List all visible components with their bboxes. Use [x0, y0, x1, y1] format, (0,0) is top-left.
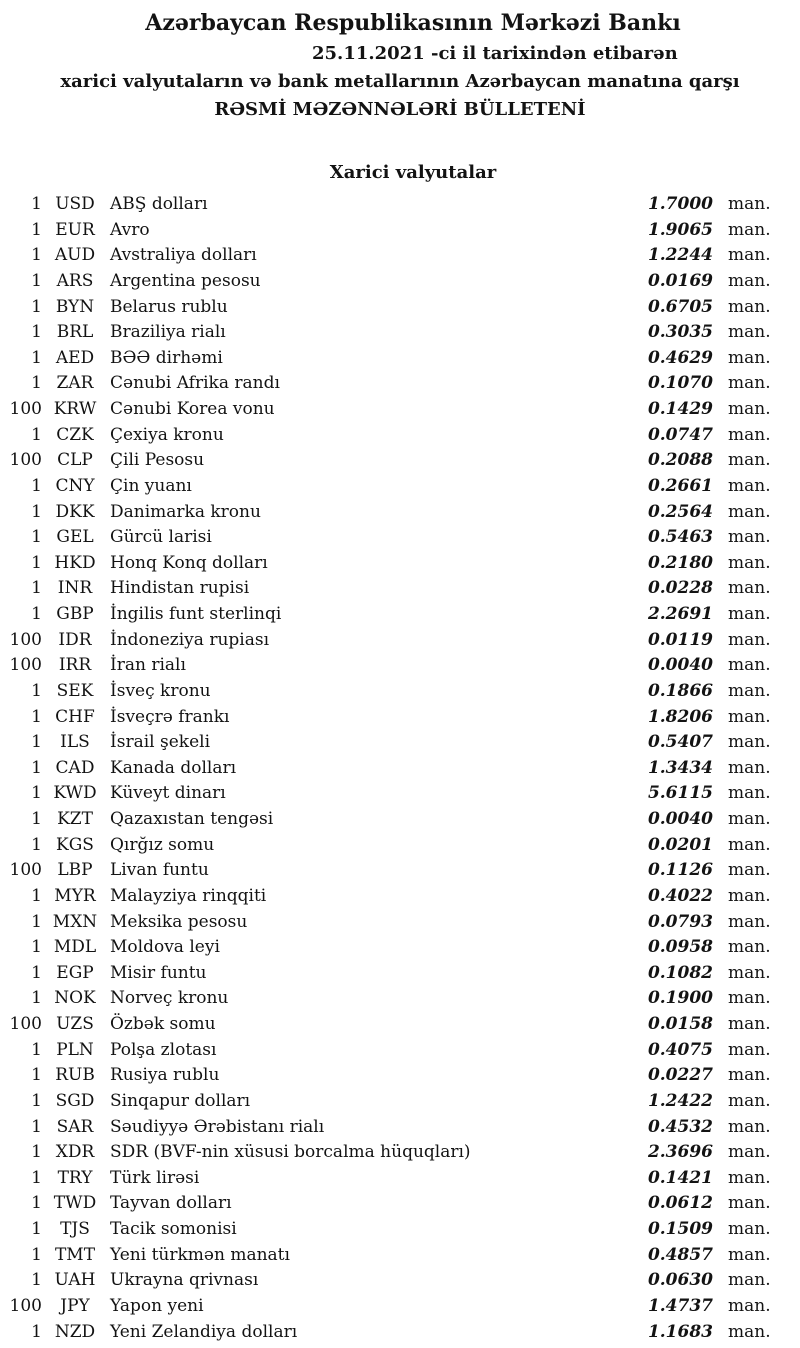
currency-quantity: 1 — [31, 1270, 42, 1291]
currency-row-aud — [0, 243, 800, 269]
currency-quantity: 100 — [9, 860, 42, 881]
currency-code: EUR — [55, 219, 95, 240]
currency-quantity: 1 — [31, 937, 42, 958]
currency-code: AED — [55, 347, 95, 368]
currency-name: Cənubi Afrika randı — [110, 373, 280, 394]
currency-code: BYN — [55, 296, 95, 317]
currency-unit-label: man. — [728, 475, 771, 496]
currency-rate: 0.4022 — [647, 885, 713, 906]
currency-unit-label: man. — [728, 604, 771, 624]
currency-code: LBP — [57, 860, 93, 881]
currency-quantity: 1 — [31, 1219, 42, 1239]
currency-rate: 1.9065 — [647, 219, 713, 240]
currency-row-gel — [0, 525, 800, 551]
currency-row-kzt — [0, 807, 800, 833]
currency-name: Ukrayna qrivnası — [110, 1270, 259, 1291]
currency-row-sek — [0, 679, 800, 705]
currency-code: USD — [55, 194, 95, 214]
effective-date-line: 25.11.2021 -ci il tarixindən etibarən — [312, 43, 678, 64]
currency-quantity: 1 — [31, 809, 42, 829]
currency-row-pln — [0, 1038, 800, 1064]
currency-name: Malayziya rinqqiti — [110, 885, 267, 906]
currency-quantity: 1 — [31, 680, 42, 701]
currency-quantity: 1 — [31, 424, 42, 445]
currency-name: Moldova leyi — [110, 937, 220, 958]
currency-rate: 0.0612 — [647, 1193, 713, 1214]
currency-unit-label: man. — [728, 834, 771, 855]
currency-unit-label: man. — [728, 885, 771, 906]
currency-rate: 0.5407 — [647, 732, 713, 753]
currency-code: CLP — [57, 450, 93, 471]
currency-name: Yeni Zelandiya dolları — [110, 1321, 298, 1342]
currency-name: Avro — [110, 219, 150, 240]
currency-unit-label: man. — [728, 194, 771, 214]
currency-name: Braziliya rialı — [110, 322, 226, 343]
currency-name: Danimarka kronu — [110, 501, 261, 522]
currency-rate: 0.4532 — [647, 1116, 713, 1137]
currency-unit-label: man. — [728, 450, 771, 471]
currency-unit-label: man. — [728, 1167, 771, 1188]
currency-name: Tacik somonisi — [110, 1219, 237, 1239]
currency-unit-label: man. — [728, 1270, 771, 1291]
currency-code: MXN — [52, 911, 98, 932]
currency-rate: 0.1126 — [647, 860, 713, 881]
currency-row-inr — [0, 576, 800, 602]
currency-row-sar — [0, 1115, 800, 1141]
currency-quantity: 100 — [9, 1014, 42, 1034]
currency-name: Özbək somu — [110, 1014, 216, 1034]
currency-quantity: 1 — [31, 1321, 42, 1342]
currency-name: Yeni türkmən manatı — [110, 1244, 290, 1265]
currency-unit-label: man. — [728, 424, 771, 445]
currency-code: TWD — [53, 1193, 97, 1214]
currency-quantity: 100 — [9, 399, 42, 419]
currency-rate: 0.1070 — [647, 373, 713, 394]
currency-rate: 0.0630 — [647, 1270, 713, 1291]
currency-name: Yapon yeni — [110, 1295, 204, 1316]
currency-name: Rusiya rublu — [110, 1065, 220, 1086]
currency-quantity: 1 — [31, 475, 42, 496]
currency-quantity: 1 — [31, 270, 42, 291]
currency-rate: 0.1866 — [647, 680, 713, 701]
currency-code: IRR — [58, 655, 92, 676]
currency-quantity: 1 — [31, 1090, 42, 1111]
currency-rate: 0.1900 — [647, 988, 713, 1009]
subject-line: xarici valyutaların və bank metallarının Azərbaycan manatına qarşı — [60, 71, 740, 92]
currency-unit-label: man. — [728, 860, 771, 881]
currency-quantity: 1 — [31, 1167, 42, 1188]
currency-rate: 0.0201 — [647, 834, 713, 855]
currency-code: IDR — [58, 629, 92, 650]
currency-code: SAR — [56, 1116, 94, 1137]
currency-code: MDL — [53, 937, 97, 958]
currency-name: Misir funtu — [110, 962, 207, 983]
currency-code: DKK — [55, 501, 95, 522]
currency-unit-label: man. — [728, 1014, 771, 1034]
currency-quantity: 100 — [9, 655, 42, 676]
currency-unit-label: man. — [728, 245, 771, 266]
currency-row-sgd — [0, 1089, 800, 1115]
currency-unit-label: man. — [728, 1219, 771, 1239]
currency-name: Çin yuanı — [110, 475, 192, 496]
currency-unit-label: man. — [728, 911, 771, 932]
currency-code: CHF — [55, 706, 95, 727]
currency-code: TRY — [57, 1167, 93, 1188]
currency-quantity: 1 — [31, 245, 42, 266]
currency-unit-label: man. — [728, 680, 771, 701]
currency-row-tjs — [0, 1217, 800, 1243]
document-header — [0, 0, 800, 124]
currency-name: Tayvan dolları — [110, 1193, 232, 1214]
currency-unit-label: man. — [728, 1295, 771, 1316]
currency-code: HKD — [54, 552, 96, 573]
currency-quantity: 1 — [31, 578, 42, 599]
currency-code: INR — [57, 578, 93, 599]
currency-rate: 0.0158 — [647, 1014, 713, 1034]
currency-code: ARS — [56, 270, 94, 291]
currency-rate: 1.2244 — [647, 245, 713, 266]
currency-row-nok — [0, 986, 800, 1012]
currency-row-zar — [0, 371, 800, 397]
currency-rates-table — [0, 192, 800, 1345]
currency-rate: 0.1421 — [647, 1167, 713, 1188]
currency-code: RUB — [55, 1065, 95, 1086]
currency-code: GEL — [56, 527, 94, 548]
currency-unit-label: man. — [728, 629, 771, 650]
currency-unit-label: man. — [728, 962, 771, 983]
currency-row-cny — [0, 474, 800, 500]
currency-row-ils — [0, 730, 800, 756]
currency-code: KGS — [56, 834, 94, 855]
currency-row-idr — [0, 628, 800, 654]
currency-rate: 0.0958 — [647, 937, 713, 958]
currency-name: SDR (BVF-nin xüsusi borcalma hüquqları) — [110, 1142, 471, 1163]
currency-name: İsrail şekeli — [110, 732, 210, 753]
currency-code: TJS — [60, 1219, 90, 1239]
currency-rate: 0.4629 — [647, 347, 713, 368]
currency-name: Türk lirəsi — [110, 1167, 200, 1188]
currency-quantity: 1 — [31, 962, 42, 983]
currency-row-cad — [0, 756, 800, 782]
currency-quantity: 1 — [31, 552, 42, 573]
currency-rate: 1.8206 — [647, 706, 713, 727]
currency-rate: 5.6115 — [647, 783, 713, 804]
currency-name: Çexiya kronu — [110, 424, 224, 445]
currency-row-krw — [0, 397, 800, 423]
currency-rate: 0.1082 — [647, 962, 713, 983]
currency-quantity: 1 — [31, 885, 42, 906]
currency-quantity: 1 — [31, 1244, 42, 1265]
currency-name: Avstraliya dolları — [110, 245, 257, 266]
currency-unit-label: man. — [728, 1142, 771, 1163]
currency-code: AUD — [54, 245, 96, 266]
currency-rate: 0.0227 — [647, 1065, 713, 1086]
currency-row-myr — [0, 884, 800, 910]
currency-rate: 2.2691 — [647, 604, 713, 624]
currency-row-jpy — [0, 1294, 800, 1320]
currency-row-czk — [0, 423, 800, 449]
currency-row-kwd — [0, 781, 800, 807]
currency-code: EGP — [56, 962, 94, 983]
currency-rate: 0.2180 — [647, 552, 713, 573]
currency-code: ILS — [60, 732, 90, 753]
currency-code: KZT — [57, 809, 93, 829]
currency-name: Kanada dolları — [110, 757, 237, 778]
currency-row-tmt — [0, 1243, 800, 1269]
currency-quantity: 1 — [31, 219, 42, 240]
currency-name: Belarus rublu — [110, 296, 228, 317]
currency-row-dkk — [0, 500, 800, 526]
currency-unit-label: man. — [728, 399, 771, 419]
currency-unit-label: man. — [728, 1193, 771, 1214]
currency-unit-label: man. — [728, 937, 771, 958]
currency-name: İngilis funt sterlinqi — [110, 604, 282, 624]
currency-quantity: 1 — [31, 988, 42, 1009]
currency-row-brl — [0, 320, 800, 346]
currency-row-uzs — [0, 1012, 800, 1038]
currency-code: GBP — [56, 604, 94, 624]
currency-code: MYR — [54, 885, 96, 906]
currency-row-chf — [0, 705, 800, 731]
currency-unit-label: man. — [728, 1116, 771, 1137]
currency-unit-label: man. — [728, 322, 771, 343]
currency-name: İndoneziya rupiası — [110, 629, 270, 650]
currency-rate: 0.2661 — [647, 475, 713, 496]
currency-row-byn — [0, 295, 800, 321]
currency-unit-label: man. — [728, 988, 771, 1009]
currency-rate: 0.0119 — [647, 629, 713, 650]
currency-quantity: 1 — [31, 757, 42, 778]
currency-rate: 0.1429 — [647, 399, 713, 419]
currency-name: Meksika pesosu — [110, 911, 248, 932]
currency-row-usd — [0, 192, 800, 218]
currency-name: Polşa zlotası — [110, 1039, 217, 1060]
currency-row-rub — [0, 1063, 800, 1089]
currency-row-egp — [0, 961, 800, 987]
currency-row-ars — [0, 269, 800, 295]
currency-row-hkd — [0, 551, 800, 577]
currency-quantity: 1 — [31, 296, 42, 317]
currency-rate: 1.2422 — [647, 1090, 713, 1111]
currency-row-uah — [0, 1268, 800, 1294]
currency-rate: 0.0169 — [647, 270, 713, 291]
currency-rate: 0.0793 — [647, 911, 713, 932]
currency-row-irr — [0, 653, 800, 679]
section-title-foreign-currencies: Xarici valyutalar — [329, 162, 497, 183]
currency-name: BƏƏ dirhəmi — [110, 347, 223, 368]
currency-row-gbp — [0, 602, 800, 628]
currency-code: NOK — [54, 988, 96, 1009]
currency-quantity: 1 — [31, 1193, 42, 1214]
currency-name: Gürcü larisi — [110, 527, 212, 548]
currency-name: Cənubi Korea vonu — [110, 399, 275, 419]
currency-row-try — [0, 1166, 800, 1192]
currency-unit-label: man. — [728, 809, 771, 829]
currency-rate: 1.4737 — [647, 1295, 713, 1316]
currency-rate: 0.1509 — [647, 1219, 713, 1239]
currency-rate: 0.4857 — [647, 1244, 713, 1265]
currency-name: Səudiyyə Ərəbistanı rialı — [110, 1116, 325, 1137]
currency-unit-label: man. — [728, 501, 771, 522]
currency-rate: 0.5463 — [647, 527, 713, 548]
currency-rate: 0.0040 — [647, 655, 713, 676]
currency-quantity: 1 — [31, 783, 42, 804]
currency-name: Livan funtu — [110, 860, 209, 881]
currency-name: İran rialı — [110, 655, 186, 676]
currency-quantity: 1 — [31, 604, 42, 624]
currency-unit-label: man. — [728, 219, 771, 240]
currency-unit-label: man. — [728, 1039, 771, 1060]
currency-code: KWD — [53, 783, 97, 804]
currency-code: CZK — [56, 424, 94, 445]
currency-code: TMT — [54, 1244, 96, 1265]
currency-code: UAH — [54, 1270, 96, 1291]
currency-quantity: 1 — [31, 373, 42, 394]
currency-code: KRW — [53, 399, 97, 419]
currency-unit-label: man. — [728, 578, 771, 599]
currency-quantity: 100 — [9, 1295, 42, 1316]
currency-name: Honq Konq dolları — [110, 552, 268, 573]
currency-name: Qırğız somu — [110, 834, 215, 855]
currency-rate: 0.3035 — [647, 322, 713, 343]
currency-name: Norveç kronu — [110, 988, 229, 1009]
currency-rate: 0.4075 — [647, 1039, 713, 1060]
currency-quantity: 1 — [31, 1065, 42, 1086]
currency-unit-label: man. — [728, 552, 771, 573]
currency-code: SEK — [56, 680, 94, 701]
currency-code: UZS — [56, 1014, 94, 1034]
currency-name: Qazaxıstan tengəsi — [110, 809, 274, 829]
currency-name: Sinqapur dolları — [110, 1090, 251, 1111]
currency-code: XDR — [55, 1142, 95, 1163]
currency-name: Çili Pesosu — [110, 450, 205, 471]
currency-row-mdl — [0, 935, 800, 961]
currency-name: İsveçrə frankı — [110, 706, 230, 727]
official-rates-bulletin-title: RƏSMİ MƏZƏNNƏLƏRİ BÜLLETENİ — [214, 99, 586, 120]
currency-code: CAD — [55, 757, 95, 778]
currency-quantity: 1 — [31, 706, 42, 727]
currency-unit-label: man. — [728, 1321, 771, 1342]
currency-unit-label: man. — [728, 706, 771, 727]
currency-rate: 0.2088 — [647, 450, 713, 471]
currency-row-clp — [0, 448, 800, 474]
currency-quantity: 100 — [9, 629, 42, 650]
currency-quantity: 1 — [31, 501, 42, 522]
currency-unit-label: man. — [728, 732, 771, 753]
currency-name: İsveç kronu — [110, 680, 211, 701]
currency-unit-label: man. — [728, 783, 771, 804]
currency-rate: 2.3696 — [647, 1142, 713, 1163]
currency-name: ABŞ dolları — [110, 194, 208, 214]
currency-row-twd — [0, 1191, 800, 1217]
currency-row-aed — [0, 346, 800, 372]
currency-rate: 0.0040 — [647, 809, 713, 829]
currency-rate: 1.1683 — [647, 1321, 713, 1342]
currency-quantity: 1 — [31, 527, 42, 548]
currency-quantity: 1 — [31, 732, 42, 753]
currency-unit-label: man. — [728, 757, 771, 778]
currency-quantity: 1 — [31, 1039, 42, 1060]
currency-code: BRL — [56, 322, 94, 343]
currency-quantity: 1 — [31, 1142, 42, 1163]
currency-name: Argentina pesosu — [110, 270, 261, 291]
bank-name-title: Azərbaycan Respublikasının Mərkəzi Bankı — [145, 10, 681, 36]
currency-code: PLN — [56, 1039, 94, 1060]
currency-quantity: 1 — [31, 322, 42, 343]
currency-unit-label: man. — [728, 1244, 771, 1265]
currency-code: CNY — [55, 475, 95, 496]
currency-code: SGD — [55, 1090, 95, 1111]
currency-unit-label: man. — [728, 296, 771, 317]
currency-quantity: 1 — [31, 911, 42, 932]
currency-row-mxn — [0, 910, 800, 936]
currency-quantity: 100 — [9, 450, 42, 471]
currency-unit-label: man. — [728, 655, 771, 676]
currency-unit-label: man. — [728, 527, 771, 548]
currency-row-eur — [0, 218, 800, 244]
currency-unit-label: man. — [728, 270, 771, 291]
currency-quantity: 1 — [31, 194, 42, 214]
currency-quantity: 1 — [31, 834, 42, 855]
currency-unit-label: man. — [728, 373, 771, 394]
currency-quantity: 1 — [31, 1116, 42, 1137]
currency-row-xdr — [0, 1140, 800, 1166]
currency-rate: 0.0228 — [647, 578, 713, 599]
currency-rate: 0.0747 — [647, 424, 713, 445]
currency-rate: 1.3434 — [647, 757, 713, 778]
currency-rate: 0.6705 — [647, 296, 713, 317]
currency-unit-label: man. — [728, 347, 771, 368]
currency-name: Hindistan rupisi — [110, 578, 250, 599]
currency-rate: 0.2564 — [647, 501, 713, 522]
currency-code: ZAR — [56, 373, 94, 394]
currency-row-nzd — [0, 1320, 800, 1346]
currency-unit-label: man. — [728, 1065, 771, 1086]
currency-name: Küveyt dinarı — [110, 783, 226, 804]
currency-rate: 1.7000 — [647, 194, 713, 214]
currency-quantity: 1 — [31, 347, 42, 368]
currency-code: NZD — [54, 1321, 96, 1342]
currency-row-lbp — [0, 858, 800, 884]
currency-row-kgs — [0, 833, 800, 859]
currency-code: JPY — [60, 1295, 90, 1316]
currency-unit-label: man. — [728, 1090, 771, 1111]
